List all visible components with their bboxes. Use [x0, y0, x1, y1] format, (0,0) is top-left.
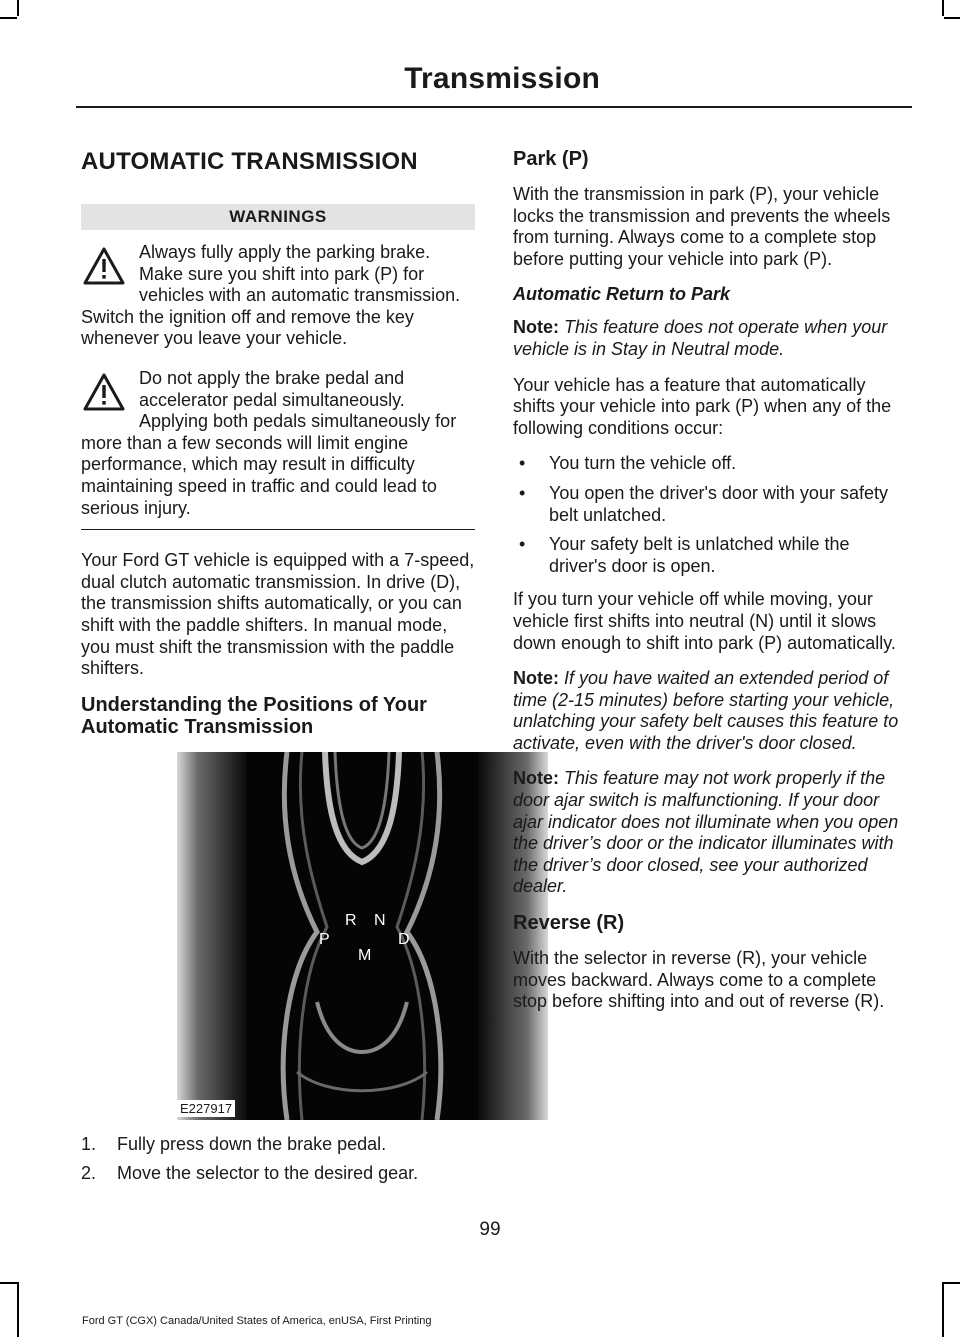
warning-triangle-icon: [83, 372, 125, 412]
note-label: Note:: [513, 768, 559, 789]
step-text: Move the selector to the desired gear.: [117, 1163, 419, 1184]
warning-text: Do not apply the brake pedal and accelerator pedal simultaneously. Applying both pedals simultaneously for more than a few seconds will limit engine performance, which may result in difficulty maintaining speed in traffic and could lead to serious injury.: [81, 367, 457, 518]
note-paragraph: [513, 317, 908, 360]
gear-selector-illustration: [177, 752, 548, 1120]
conditions-list: [513, 453, 908, 577]
note-paragraph: [513, 668, 908, 754]
crop-mark-bottom-left-v: [17, 1282, 19, 1337]
note-text: This feature does not operate when your vehicle is in Stay in Neutral mode.: [513, 317, 888, 359]
section-title: AUTOMATIC TRANSMISSION: [81, 148, 418, 175]
note-text: If you have waited an extended period of time (2-15 minutes) before starting your vehicle, unlatching your safety belt causes this feature to activate, even with the driver's door closed.: [513, 668, 899, 753]
crop-mark-top-right-h: [944, 17, 960, 19]
auto-return-heading: Automatic Return to Park: [513, 284, 731, 305]
note-label: Note:: [513, 668, 559, 689]
intro-paragraph: Your Ford GT vehicle is equipped with a 7-speed, dual clutch automatic transmission. In drive (D), the transmission shifts automatically, or you can shift with the paddle shifters. In manual mode, you must shift the transmission with the paddle shifters.: [81, 550, 475, 679]
header-rule: [76, 106, 912, 108]
park-paragraph: With the transmission in park (P), your vehicle locks the transmission and prevents the wheels from turning. Always come to a complete stop before putting your vehicle into park (P).: [513, 184, 891, 269]
steps-list: [81, 1134, 475, 1185]
positions-heading: Understanding the Positions of Your Automatic Transmission: [81, 693, 427, 738]
left-column: [81, 146, 475, 1193]
crop-mark-top-right-v: [942, 0, 944, 16]
crop-mark-top-left-h: [0, 17, 17, 19]
crop-mark-bottom-left-h: [0, 1282, 17, 1284]
conditions-intro: Your vehicle has a feature that automatically shifts your vehicle into park (P) when any of the following conditions occur:: [513, 374, 892, 438]
gear-label-n: N: [374, 911, 386, 929]
gear-label-m: M: [358, 946, 372, 964]
park-heading: Park (P): [513, 148, 589, 170]
note-label: Note:: [513, 317, 559, 338]
list-item: • You turn the vehicle off.: [513, 453, 908, 475]
note-paragraph: [513, 768, 908, 898]
step-number: 2.: [81, 1163, 97, 1184]
list-item: [81, 1163, 475, 1185]
warning-item: [81, 368, 475, 519]
warning-item: [81, 242, 475, 350]
list-item: • You open the driver's door with your safety belt unlatched.: [513, 483, 908, 526]
reverse-heading: Reverse (R): [513, 912, 625, 935]
step-number: 1.: [81, 1133, 97, 1154]
moving-paragraph: If you turn your vehicle off while moving, your vehicle first shifts into neutral (N) until it slows down enough to shift into park (P) automatically.: [513, 589, 896, 653]
figure-id: E227917: [177, 1100, 235, 1117]
warning-triangle-icon: [83, 246, 125, 286]
crop-mark-top-left-v: [17, 0, 19, 16]
chapter-title: Transmission: [404, 62, 600, 95]
crop-mark-bottom-right-v: [942, 1282, 944, 1337]
crop-mark-bottom-right-h: [944, 1282, 960, 1284]
gear-label-r: R: [345, 911, 357, 929]
gear-selector-figure: [177, 752, 548, 1120]
right-column: [513, 146, 908, 1027]
note-text: This feature may not work properly if the door ajar switch is malfunctioning. If your door ajar indicator does not illuminate when you open the driver’s door or the indicator illuminates with the driver’s door closed, see your authorized dealer.: [513, 768, 899, 897]
gear-label-d: D: [398, 930, 410, 948]
list-item: [81, 1134, 475, 1156]
reverse-paragraph: With the selector in reverse (R), your vehicle moves backward. Always come to a complete stop before shifting into and out of reverse (R).: [513, 948, 885, 1012]
gear-label-p: P: [319, 930, 330, 948]
step-text: Fully press down the brake pedal.: [117, 1133, 387, 1154]
list-item: • Your safety belt is unlatched while the driver's door is open.: [513, 534, 908, 577]
page-number: 99: [479, 1219, 501, 1240]
publication-footer: Ford GT (CGX) Canada/United States of America, enUSA, First Printing: [82, 1315, 432, 1327]
warning-text: Always fully apply the parking brake. Make sure you shift into park (P) for vehicles with an automatic transmission. Switch the ignition off and remove the key whenever you leave your vehicle.: [81, 242, 461, 349]
warnings-divider: [81, 529, 475, 530]
warnings-header: WARNINGS: [81, 204, 475, 230]
